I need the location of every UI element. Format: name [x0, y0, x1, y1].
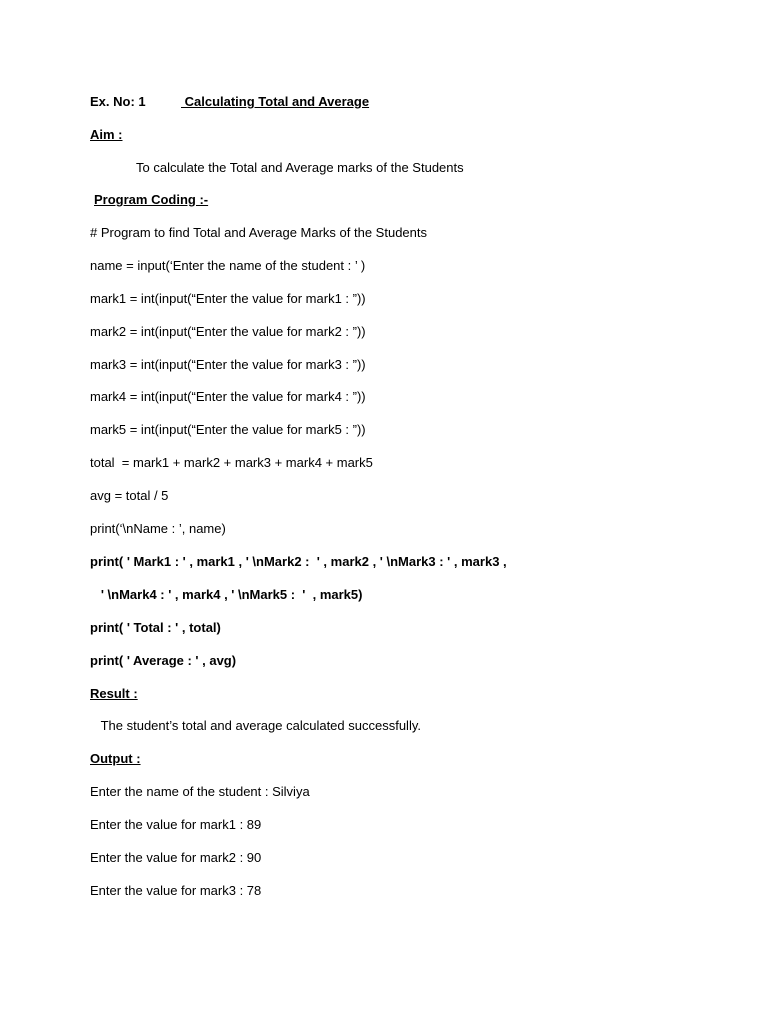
output-line: Enter the value for mark2 : 90 [90, 850, 262, 865]
code-line: # Program to find Total and Average Marks of the Students [90, 225, 427, 240]
output-line: Enter the value for mark1 : 89 [90, 817, 262, 832]
code-line-bold: print( ' Average : ' , avg) [90, 653, 237, 668]
code-line: avg = total / 5 [90, 488, 169, 503]
code-line-bold: ' \nMark4 : ' , mark4 , ' \nMark5 : ' , mark5) [90, 587, 363, 602]
aim-heading: Aim : [90, 127, 123, 142]
output-line: Enter the value for mark3 : 78 [90, 883, 262, 898]
code-line: name = input(‘Enter the name of the student : ’ ) [90, 258, 366, 273]
program-heading: Program Coding :- [94, 192, 209, 207]
code-line: mark5 = int(input(“Enter the value for mark5 : ”)) [90, 422, 366, 437]
code-line: mark3 = int(input(“Enter the value for mark3 : ”)) [90, 357, 366, 372]
code-line-bold: print( ' Mark1 : ' , mark1 , ' \nMark2 : ' , mark2 , ' \nMark3 : ' , mark3 , [90, 554, 507, 569]
code-line: mark2 = int(input(“Enter the value for mark2 : ”)) [90, 324, 366, 339]
code-line-bold: print( ' Total : ' , total) [90, 620, 221, 635]
result-text: The student’s total and average calculated successfully. [90, 718, 421, 733]
output-line: Enter the name of the student : Silviya [90, 784, 310, 799]
aim-text: To calculate the Total and Average marks of the Students [136, 160, 464, 175]
code-line: mark4 = int(input(“Enter the value for mark4 : ”)) [90, 389, 366, 404]
result-heading: Result : [90, 686, 138, 701]
exercise-title: Calculating Total and Average [181, 94, 370, 109]
exercise-number: Ex. No: 1 [90, 94, 146, 109]
code-line: mark1 = int(input(“Enter the value for mark1 : ”)) [90, 291, 366, 306]
output-heading: Output : [90, 751, 141, 766]
code-line: print(‘\nName : ’, name) [90, 521, 226, 536]
code-line: total = mark1 + mark2 + mark3 + mark4 + mark5 [90, 455, 373, 470]
